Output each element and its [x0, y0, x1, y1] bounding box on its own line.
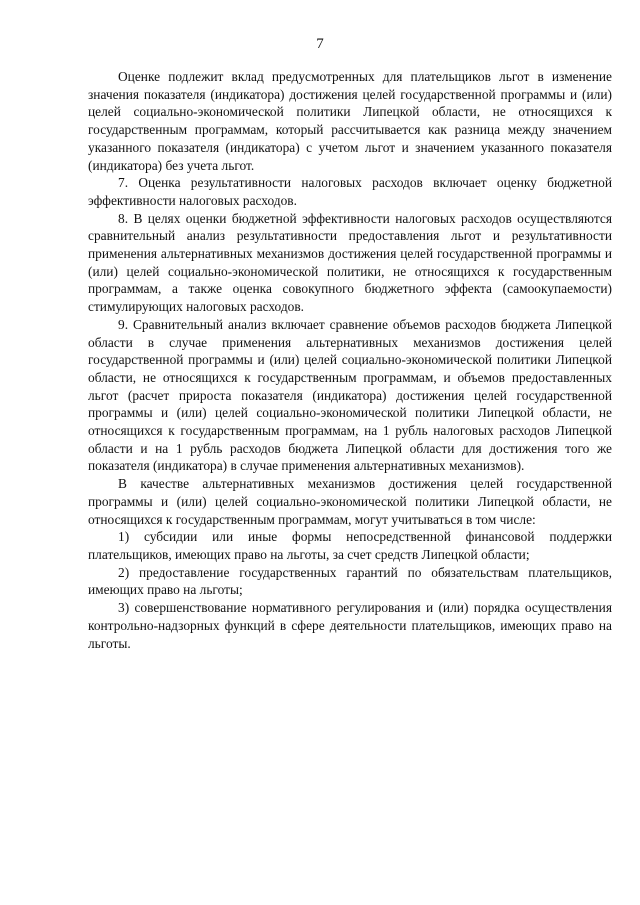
paragraph-contribution-assessment: Оценке подлежит вклад предусмотренных для плательщиков льгот в изменение значения показателя (индикатора) достижения целей государственной программы и (или) целей социально-экономической политики Липецкой области, не относящихся к государственным программам, который рассчитывается как разница между значением указанного показателя (индикатора) с учетом льгот и значением указанного показателя (индикатора) без учета льгот. — [88, 69, 612, 173]
paragraph-8: 8. В целях оценки бюджетной эффективности налоговых расходов осуществляются сравнительный анализ результативности предоставления льгот и результативности применения альтернативных механизмов достижения целей государственной программы и (или) целей социально-экономической политики, не относящихся к государственным программам, а также оценка совокупного бюджетного эффекта (самоокупаемости) стимулирующих налоговых расходов. — [88, 210, 612, 315]
list-item-subsidies: 1) субсидии или иные формы непосредственной финансовой поддержки плательщиков, имеющих право на льготы, за счет средств Липецкой области; — [88, 529, 612, 562]
document-body — [88, 68, 612, 652]
list-item-regulation: 3) совершенствование нормативного регулирования и (или) порядка осуществления контрольно-надзорных функций в сфере деятельности плательщиков, имеющих право на льготы. — [88, 600, 612, 651]
paragraph-alternative-mechanisms: В качестве альтернативных механизмов достижения целей государственной программы и (или) целей социально-экономической политики Липецкой области, не относящихся к государственным программам, могут учитываться в том числе: — [88, 476, 612, 527]
page-number: 7 — [316, 36, 324, 52]
paragraph-9: 9. Сравнительный анализ включает сравнение объемов расходов бюджета Липецкой области в случае применения альтернативных механизмов достижения целей государственной программы и (или) целей социально-экономической политики Липецкой области, не относящихся к государственным программам, и объемов предоставленных льгот (расчет прироста показателя (индикатора) достижения целей государственной программы и (или) целей социально-экономической политики Липецкой области, не относящихся к государственным программам, на 1 рубль налоговых расходов Липецкой области и на 1 рубль расходов бюджета Липецкой области для достижения того же показателя (индикатора) в случае применения альтернативных механизмов). — [88, 316, 612, 474]
list-item-guarantees: 2) предоставление государственных гарантий по обязательствам плательщиков, имеющих право на льготы; — [88, 564, 612, 598]
paragraph-7: 7. Оценка результативности налоговых расходов включает оценку бюджетной эффективности налоговых расходов. — [88, 175, 612, 208]
